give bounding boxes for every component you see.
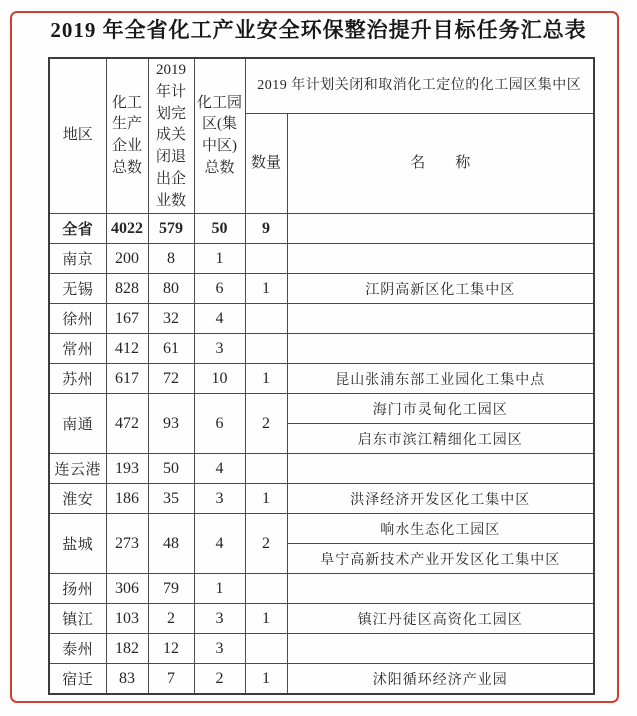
closed-cell: 579 bbox=[148, 214, 194, 244]
closed-cell: 61 bbox=[148, 334, 194, 364]
park-name-cell: 沭阳循环经济产业园 bbox=[287, 664, 594, 694]
park-name-cell: 昆山张浦东部工业园化工集中点 bbox=[287, 364, 594, 394]
parks-cell: 3 bbox=[194, 484, 245, 514]
enterprises-cell: 273 bbox=[106, 514, 148, 574]
parks-cell: 6 bbox=[194, 274, 245, 304]
table-row bbox=[49, 514, 594, 544]
parks-cell: 4 bbox=[194, 304, 245, 334]
count-cell: 9 bbox=[245, 214, 287, 244]
enterprises-cell: 412 bbox=[106, 334, 148, 364]
park-name-cell: 响水生态化工园区 bbox=[287, 514, 594, 544]
enterprises-cell: 83 bbox=[106, 664, 148, 694]
count-cell: 2 bbox=[245, 394, 287, 454]
enterprises-cell: 828 bbox=[106, 274, 148, 304]
closed-cell: 50 bbox=[148, 454, 194, 484]
park-name-cell bbox=[287, 244, 594, 274]
parks-cell: 4 bbox=[194, 514, 245, 574]
closed-cell: 32 bbox=[148, 304, 194, 334]
closed-cell: 72 bbox=[148, 364, 194, 394]
count-cell bbox=[245, 454, 287, 484]
parks-cell: 10 bbox=[194, 364, 245, 394]
header-enterprises-total: 化工生产企业总数 bbox=[106, 58, 148, 214]
header-region: 地区 bbox=[49, 58, 106, 214]
page-title: 2019 年全省化工产业安全环保整治提升目标任务汇总表 bbox=[50, 18, 587, 42]
table-body bbox=[49, 214, 594, 694]
count-cell: 1 bbox=[245, 484, 287, 514]
closed-cell: 35 bbox=[148, 484, 194, 514]
region-cell: 泰州 bbox=[49, 634, 106, 664]
table-row bbox=[49, 454, 594, 484]
parks-cell: 4 bbox=[194, 454, 245, 484]
region-cell: 苏州 bbox=[49, 364, 106, 394]
count-cell bbox=[245, 304, 287, 334]
count-cell bbox=[245, 244, 287, 274]
park-name-cell: 海门市灵甸化工园区 bbox=[287, 394, 594, 424]
table-row bbox=[49, 484, 594, 514]
parks-cell: 3 bbox=[194, 634, 245, 664]
parks-cell: 3 bbox=[194, 604, 245, 634]
region-cell: 盐城 bbox=[49, 514, 106, 574]
park-name-cell bbox=[287, 454, 594, 484]
summary-table bbox=[48, 57, 595, 695]
count-cell bbox=[245, 334, 287, 364]
park-name-cell bbox=[287, 634, 594, 664]
parks-cell: 3 bbox=[194, 334, 245, 364]
count-cell: 1 bbox=[245, 664, 287, 694]
count-cell: 1 bbox=[245, 364, 287, 394]
region-cell: 淮安 bbox=[49, 484, 106, 514]
header-closed-2019: 2019年计划完成关闭退出企业数 bbox=[148, 58, 194, 214]
enterprises-cell: 200 bbox=[106, 244, 148, 274]
park-name-cell: 阜宁高新技术产业开发区化工集中区 bbox=[287, 544, 594, 574]
table-row bbox=[49, 664, 594, 694]
table-row bbox=[49, 394, 594, 424]
park-name-cell: 洪泽经济开发区化工集中区 bbox=[287, 484, 594, 514]
parks-cell: 1 bbox=[194, 574, 245, 604]
region-cell: 徐州 bbox=[49, 304, 106, 334]
closed-cell: 12 bbox=[148, 634, 194, 664]
park-name-cell bbox=[287, 304, 594, 334]
count-cell bbox=[245, 574, 287, 604]
table-row bbox=[49, 244, 594, 274]
park-name-cell bbox=[287, 334, 594, 364]
closed-cell: 80 bbox=[148, 274, 194, 304]
parks-cell: 50 bbox=[194, 214, 245, 244]
header-group-closed-parks: 2019 年计划关闭和取消化工定位的化工园区集中区 bbox=[245, 58, 594, 114]
count-cell bbox=[245, 634, 287, 664]
closed-cell: 8 bbox=[148, 244, 194, 274]
table-row bbox=[49, 634, 594, 664]
region-cell: 常州 bbox=[49, 334, 106, 364]
region-cell: 全省 bbox=[49, 214, 106, 244]
table-header bbox=[49, 58, 594, 214]
table-row bbox=[49, 304, 594, 334]
table-row bbox=[49, 214, 594, 244]
enterprises-cell: 472 bbox=[106, 394, 148, 454]
closed-cell: 79 bbox=[148, 574, 194, 604]
header-name: 名 称 bbox=[287, 114, 594, 214]
region-cell: 南通 bbox=[49, 394, 106, 454]
closed-cell: 2 bbox=[148, 604, 194, 634]
region-cell: 宿迁 bbox=[49, 664, 106, 694]
table-row bbox=[49, 334, 594, 364]
parks-cell: 2 bbox=[194, 664, 245, 694]
count-cell: 1 bbox=[245, 274, 287, 304]
park-name-cell bbox=[287, 574, 594, 604]
parks-cell: 6 bbox=[194, 394, 245, 454]
park-name-cell: 启东市滨江精细化工园区 bbox=[287, 424, 594, 454]
region-cell: 连云港 bbox=[49, 454, 106, 484]
enterprises-cell: 167 bbox=[106, 304, 148, 334]
table-row bbox=[49, 274, 594, 304]
enterprises-cell: 103 bbox=[106, 604, 148, 634]
region-cell: 无锡 bbox=[49, 274, 106, 304]
count-cell: 2 bbox=[245, 514, 287, 574]
table-row bbox=[49, 574, 594, 604]
count-cell: 1 bbox=[245, 604, 287, 634]
park-name-cell bbox=[287, 214, 594, 244]
region-cell: 扬州 bbox=[49, 574, 106, 604]
enterprises-cell: 617 bbox=[106, 364, 148, 394]
closed-cell: 7 bbox=[148, 664, 194, 694]
region-cell: 镇江 bbox=[49, 604, 106, 634]
enterprises-cell: 193 bbox=[106, 454, 148, 484]
table-row bbox=[49, 604, 594, 634]
closed-cell: 93 bbox=[148, 394, 194, 454]
header-count: 数量 bbox=[245, 114, 287, 214]
table-row bbox=[49, 364, 594, 394]
header-parks-total: 化工园区(集中区)总数 bbox=[194, 58, 245, 214]
park-name-cell: 江阴高新区化工集中区 bbox=[287, 274, 594, 304]
enterprises-cell: 182 bbox=[106, 634, 148, 664]
enterprises-cell: 186 bbox=[106, 484, 148, 514]
parks-cell: 1 bbox=[194, 244, 245, 274]
closed-cell: 48 bbox=[148, 514, 194, 574]
region-cell: 南京 bbox=[49, 244, 106, 274]
enterprises-cell: 4022 bbox=[106, 214, 148, 244]
enterprises-cell: 306 bbox=[106, 574, 148, 604]
park-name-cell: 镇江丹徒区高资化工园区 bbox=[287, 604, 594, 634]
